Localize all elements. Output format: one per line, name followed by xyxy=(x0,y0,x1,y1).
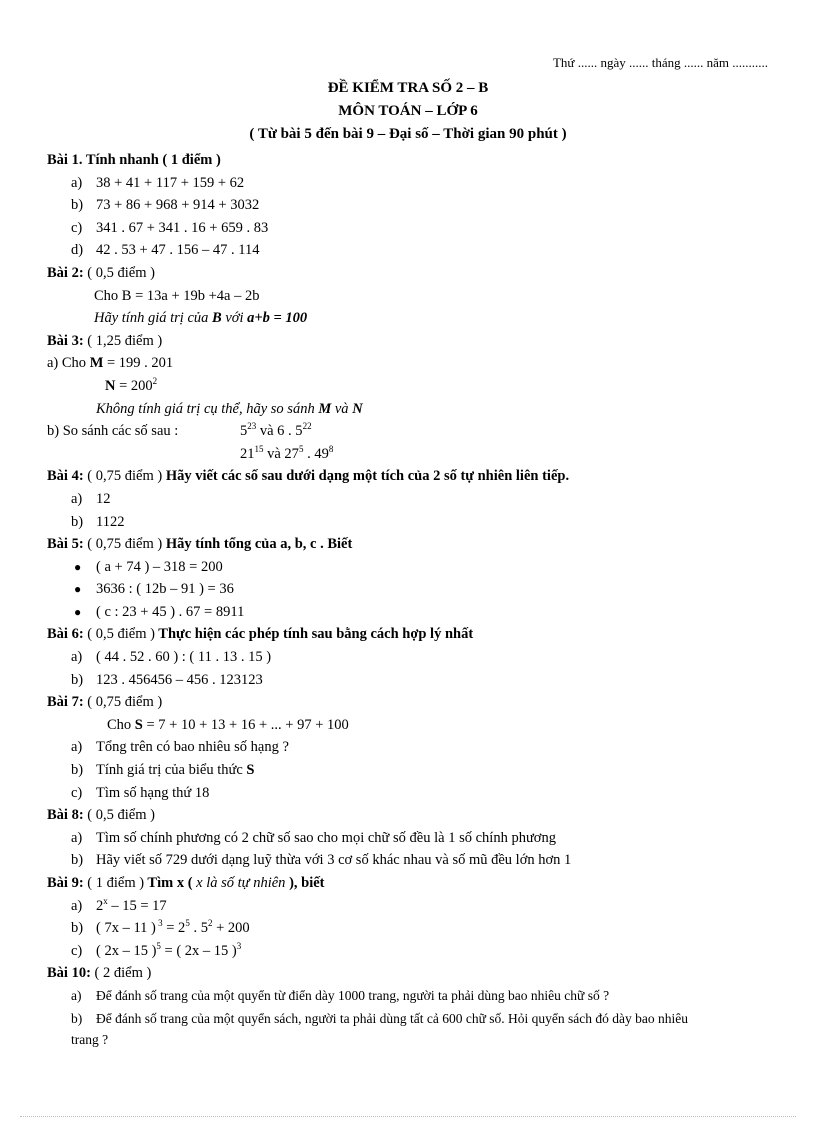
exercise-3-note: Không tính giá trị cụ thể, hãy so sánh M và N xyxy=(96,400,363,417)
exercise-8-heading: Bài 8: ( 0,5 điểm ) xyxy=(47,807,155,824)
exercise-6-item: b) 123 . 456456 – 456 . 123123 xyxy=(71,671,263,688)
exercise-8-item: b) Hãy viết số 729 dưới dạng luỹ thừa với 3 cơ số khác nhau và số mũ đều lớn hơn 1 xyxy=(71,852,572,869)
bullet-icon: ● xyxy=(74,582,82,597)
exercise-7-heading: Bài 7: ( 0,75 điểm ) xyxy=(47,694,163,711)
exercise-6-heading: Bài 6: ( 0,5 điểm ) Thực hiện các phép tính sau bằng cách hợp lý nhất xyxy=(47,626,474,643)
exercise-10-item: b) Để đánh số trang của một quyển sách, người ta phải dùng tất cả 600 chữ số. Hỏi quyển sách đó dày bao nhiêu trang ? xyxy=(71,1010,689,1047)
exercise-list xyxy=(47,149,777,1050)
exercise-1-item: b) 73 + 86 + 968 + 914 + 3032 xyxy=(71,197,260,214)
exercise-5-item: ● ( a + 74 ) – 318 = 200 xyxy=(47,556,777,579)
exercise-9-item: b) ( 7x – 11 ) $^3 = 2^5$ . $5^2 + 200$ xyxy=(71,918,250,937)
exercise-3-m-definition: a) Cho M = 199 . 201 xyxy=(47,355,174,372)
exercise-2-heading: Bài 2: ( 0,5 điểm ) xyxy=(47,264,155,281)
exercise-9-heading: Bài 9: ( 1 điểm ) Tìm x ( x là số tự nhiên ), biết xyxy=(47,875,325,891)
exercise-10-item: a) Để đánh số trang của một quyển từ điển dày 1000 trang, người ta phải dùng bao nhiêu chữ số ? xyxy=(71,987,610,1003)
bullet-icon: ● xyxy=(74,559,82,574)
exercise-4-item: a) 12 xyxy=(71,490,111,507)
exercise-5-heading: Bài 5: ( 0,75 điểm ) Hãy tính tổng của a, b, c . Biết xyxy=(47,536,353,553)
exercise-4-item: b) 1122 xyxy=(71,513,125,530)
exercise-5-item: ● ( c : 23 + 45 ) . 67 = 8911 xyxy=(47,601,777,624)
exercise-7-item: a) Tổng trên có bao nhiêu số hạng ? xyxy=(71,739,289,756)
exercise-9-item: c) ( 2x – 15 )$^5$ = ( 2x – 15 )$^3$ xyxy=(71,940,242,959)
exercise-9-item: a) 2$^x$ – 15 = 17 xyxy=(71,895,167,914)
exercise-2-expression: Cho B = 13a + 19b +4a – 2b xyxy=(94,287,260,304)
exercise-1-item: c) 341 . 67 + 341 . 16 + 659 . 83 xyxy=(71,219,269,236)
exercise-7-item: b) Tính giá trị của biểu thức S xyxy=(71,762,255,779)
date-line: Thứ ...... ngày ...... tháng ...... năm ........... xyxy=(552,55,768,70)
exercise-3-compare-2: $21^{15}$ và $27^5$ . $49^8$ xyxy=(240,443,334,462)
exercise-8-item: a) Tìm số chính phương có 2 chữ số sao cho mọi chữ số đều là 1 số chính phương xyxy=(71,829,556,846)
exercise-7-item: c) Tìm số hạng thứ 18 xyxy=(71,784,210,801)
exercise-6-item: a) ( 44 . 52 . 60 ) : ( 11 . 13 . 15 ) xyxy=(71,649,272,666)
exercise-3-compare-1: b) So sánh các số sau : $5^{23}$ và 6 . $5^{22}$ xyxy=(47,421,312,440)
exercise-10-heading: Bài 10: ( 2 điểm ) xyxy=(47,965,152,982)
exercise-3-n-definition: $N = 200^2$ xyxy=(105,375,158,394)
exercise-1-item: d) 42 . 53 + 47 . 156 – 47 . 114 xyxy=(71,242,260,259)
exercise-5-item: ● 3636 : ( 12b – 91 ) = 36 xyxy=(47,578,777,601)
exercise-4-heading: Bài 4: ( 0,75 điểm ) Hãy viết các số sau dưới dạng một tích của 2 số tự nhiên liên tiếp. xyxy=(47,468,570,485)
subject-title: MÔN TOÁN – LỚP 6 xyxy=(338,103,478,119)
exercise-7-sum: Cho S = 7 + 10 + 13 + 16 + ... + 97 + 100 xyxy=(107,716,349,733)
exercise-1-item: a) 38 + 41 + 117 + 159 + 62 xyxy=(71,174,245,191)
exam-title: ĐỀ KIỂM TRA SỐ 2 – B xyxy=(327,80,489,96)
exercise-3-heading: Bài 3: ( 1,25 điểm ) xyxy=(47,332,163,349)
page-bottom-border xyxy=(20,1116,796,1117)
exercise-1-heading: Bài 1. Tính nhanh ( 1 điểm ) xyxy=(47,152,221,168)
exercise-2-task: Hãy tính giá trị của B với a+b = 100 xyxy=(94,310,308,327)
bullet-icon: ● xyxy=(74,604,82,619)
scope-title: ( Từ bài 5 đến bài 9 – Đại số – Thời gian 90 phút ) xyxy=(249,126,567,142)
